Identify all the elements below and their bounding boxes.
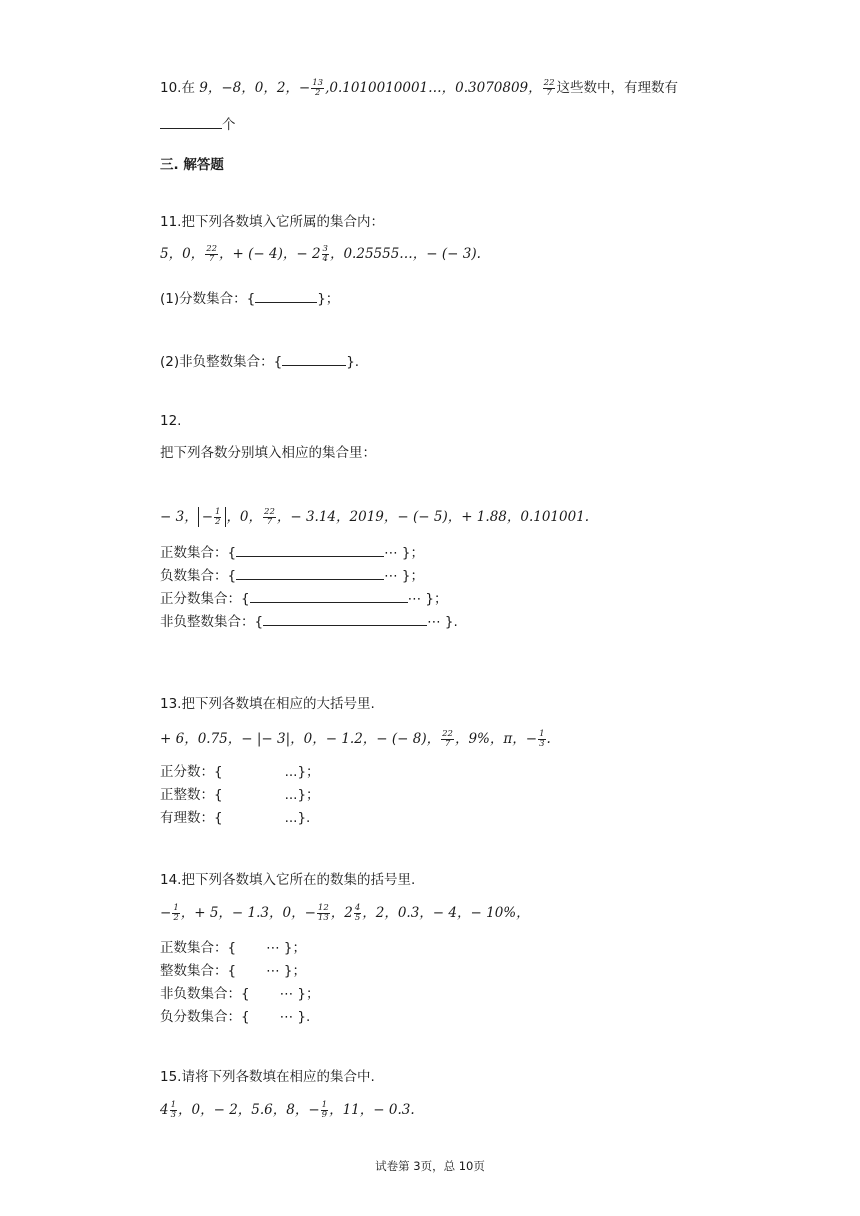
fraction: $\frac{1}{3}$ xyxy=(539,728,545,749)
answer-blank[interactable] xyxy=(160,114,222,129)
q13-set-positive-integer: 正整数：{ ...}； xyxy=(160,787,320,803)
q14-set-neg-fraction: 负分数集合：{ ⋯ }. xyxy=(160,1009,311,1025)
fraction: $\frac{22}{7}$ xyxy=(442,728,453,749)
absolute-value: − $\frac{1}{2}$ xyxy=(198,507,227,527)
fraction: $\frac{1}{3}$ xyxy=(170,1099,177,1120)
q10-unit: 个 xyxy=(222,117,236,133)
fraction: $\frac{13}{2}$ xyxy=(312,77,324,98)
q10-line1 xyxy=(160,78,678,98)
fraction: $\frac{22}{7}$ xyxy=(206,243,218,264)
q12-title: 把下列各数分别填入相应的集合里： xyxy=(160,445,376,461)
q13-numbers: + 6，0.75，− |− 3|，0，− 1.2，− (− 8)， $\frac{22}{7}$ ，9%，π，− $\frac{1}{3}$ . xyxy=(160,728,551,749)
q11-part2: (2)非负整数集合：{ }. xyxy=(160,351,359,372)
q10-prefix: 10.在 xyxy=(160,80,200,96)
page-footer: 试卷第 3页，总 10页 xyxy=(375,1159,485,1173)
fraction: $\frac{22}{7}$ xyxy=(264,506,275,527)
q12-set-positive-fraction: 正分数集合：{ ⋯ }； xyxy=(160,588,447,609)
q15-title: 15.请将下列各数填在相应的集合中. xyxy=(160,1069,375,1085)
q13-set-positive-fraction: 正分数：{ ...}； xyxy=(160,764,320,780)
answer-blank[interactable] xyxy=(263,611,427,626)
fraction: $\frac{4}{5}$ xyxy=(354,902,361,923)
answer-blank[interactable] xyxy=(282,351,346,366)
answer-blank[interactable] xyxy=(236,565,384,580)
q10-numbers-a: 9，−8，0，2，− xyxy=(199,80,311,96)
fraction: $\frac{22}{7}$ xyxy=(543,77,555,98)
q12-numbers: − 3， − $\frac{1}{2}$ ，0， $\frac{22}{7}$ ，− 3.14，2019，− (− 5)，+ 1.88，0.101001. xyxy=(160,506,590,527)
q10-line2 xyxy=(160,114,236,135)
answer-blank[interactable] xyxy=(250,588,408,603)
q15-numbers: 4 $\frac{1}{3}$ ，0，− 2，5.6，8，− $\frac{1}{9}$ ，11，− 0.3. xyxy=(160,1099,415,1120)
q14-numbers: − $\frac{1}{2}$ ，+ 5，− 1.3，0，− $\frac{12}{13}$ ，2 $\frac{4}{5}$ ，2，0.3，− 4，− 10%， xyxy=(160,902,530,923)
q12-set-positive: 正数集合：{ ⋯ }； xyxy=(160,542,424,563)
q11-part1: (1)分数集合：{ }； xyxy=(160,288,339,309)
fraction: $\frac{3}{4}$ xyxy=(322,243,328,264)
q11-title: 11.把下列各数填入它所属的集合内： xyxy=(160,214,384,230)
answer-blank[interactable] xyxy=(236,542,384,557)
answer-blank[interactable] xyxy=(255,288,317,303)
q14-set-positive: 正数集合：{ ⋯ }； xyxy=(160,940,306,956)
fraction: $\frac{12}{13}$ xyxy=(317,902,329,923)
q10-numbers-b: ,0.1010010001…，0.3070809， xyxy=(325,80,542,96)
q12-set-negative: 负数集合：{ ⋯ }； xyxy=(160,565,424,586)
q13-set-rational: 有理数：{ ...}. xyxy=(160,810,311,826)
q10-suffix: 这些数中，有理数有 xyxy=(556,80,678,96)
q14-set-nonneg: 非负数集合：{ ⋯ }； xyxy=(160,986,320,1002)
q12-number: 12. xyxy=(160,413,182,429)
fraction: $\frac{1}{2}$ xyxy=(173,902,179,923)
q11-numbers: 5，0， $\frac{22}{7}$ ，+ (− 4)，− 2 $\frac{3}{4}$ ，0.25555…，− (− 3). xyxy=(160,243,481,264)
section-heading: 三. 解答题 xyxy=(160,157,224,173)
q14-title: 14.把下列各数填入它所在的数集的括号里. xyxy=(160,872,416,888)
q14-set-integer: 整数集合：{ ⋯ }； xyxy=(160,963,306,979)
fraction: $\frac{1}{9}$ xyxy=(321,1099,328,1120)
q13-title: 13.把下列各数填在相应的大括号里. xyxy=(160,696,375,712)
q12-set-nonneg-integer: 非负整数集合：{ ⋯ }. xyxy=(160,611,458,632)
